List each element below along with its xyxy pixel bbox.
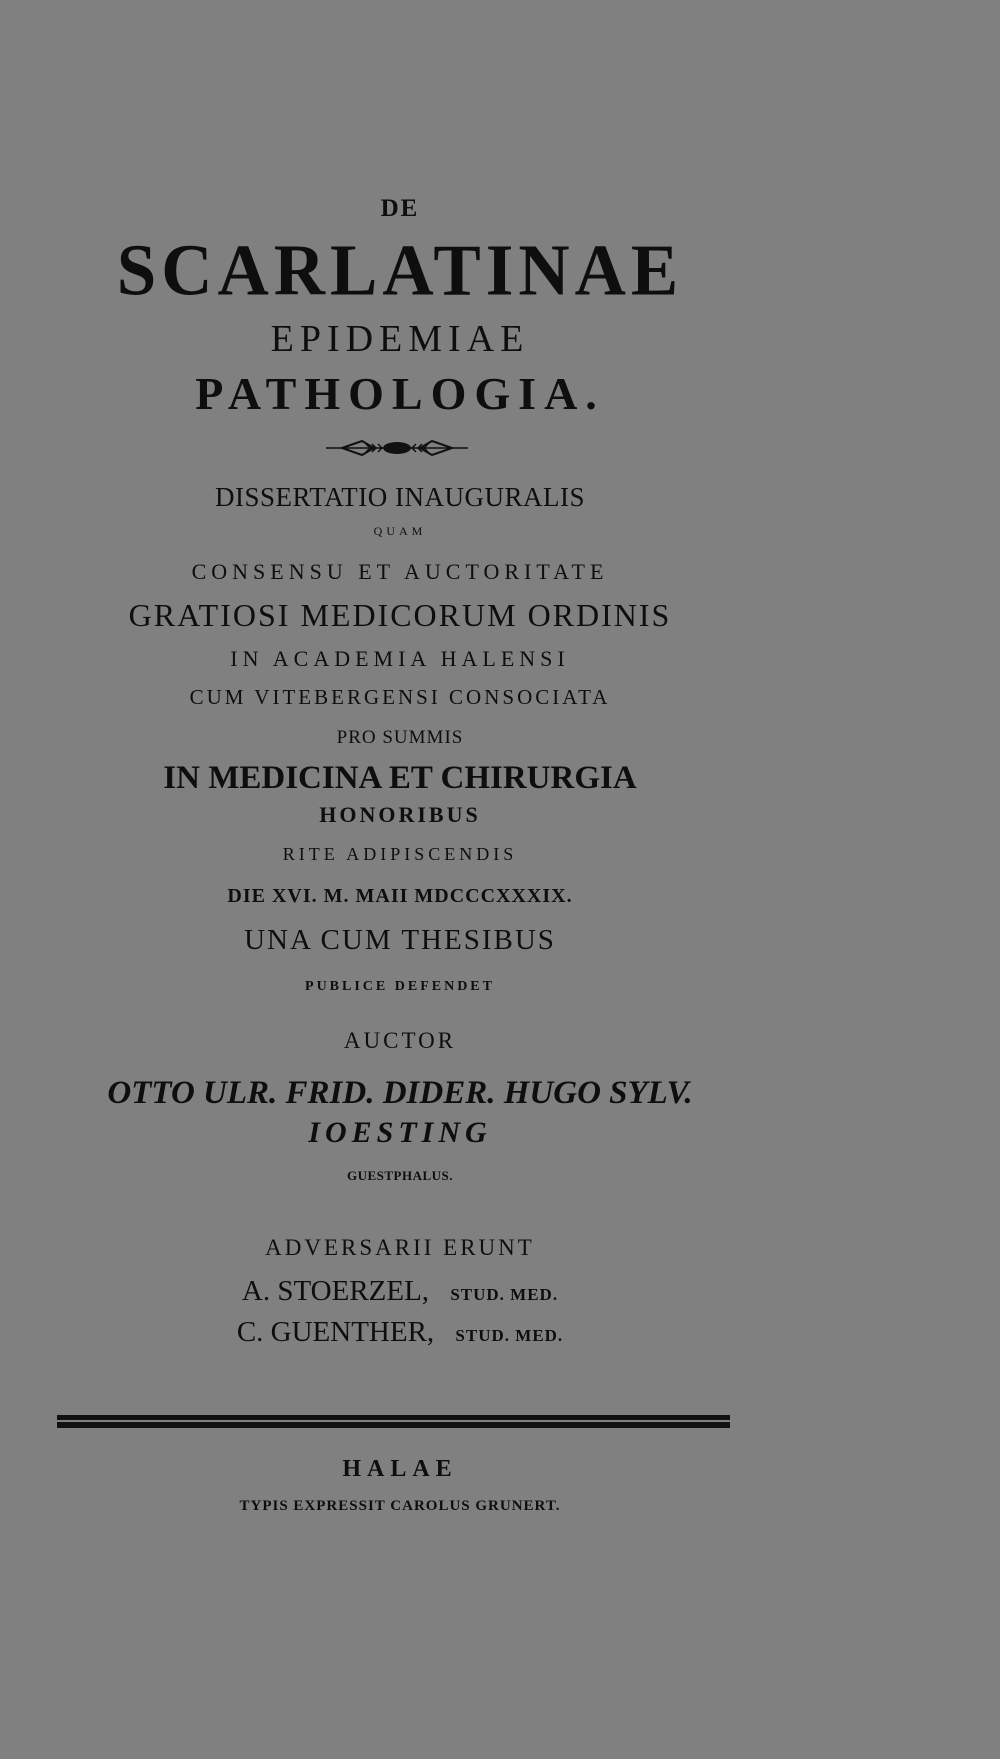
pathologia-heading: PATHOLOGIA.: [195, 368, 605, 419]
publice-line: PUBLICE DEFENDET: [305, 979, 495, 994]
epidemiae-heading: EPIDEMIAE: [270, 318, 530, 360]
cum-vitebergensi-line: CUM VITEBERGENSI CONSOCIATA: [189, 685, 611, 709]
gratiosi-line: GRATIOSI MEDICORUM ORDINIS: [128, 597, 672, 633]
halae-line: HALAE: [342, 1456, 458, 1482]
opponent-1-line: [50, 1277, 750, 1306]
auctor-line: AUCTOR: [343, 1028, 457, 1053]
opponent-2-title: STUD. MED.: [455, 1326, 564, 1345]
pro-summis-line: PRO SUMMIS: [336, 727, 464, 748]
adversarii-line: ADVERSARII ERUNT: [265, 1235, 535, 1260]
thick-rule-icon: [57, 1415, 730, 1429]
opponent-1-title: STUD. MED.: [450, 1285, 559, 1304]
typis-line: TYPIS EXPRESSIT CAROLUS GRUNERT.: [239, 1498, 561, 1514]
opponent-2-line: [50, 1318, 750, 1347]
in-academia-line: IN ACADEMIA HALENSI: [230, 646, 570, 671]
quam-line: QUAM: [373, 524, 427, 538]
scarlatinae-heading: SCARLATINAE: [116, 230, 684, 312]
floral-ornament-icon: [322, 437, 472, 459]
honoribus-line: HONORIBUS: [319, 802, 481, 827]
una-cum-line: UNA CUM THESIBUS: [244, 924, 556, 956]
author-names: OTTO ULR. FRID. DIDER. HUGO SYLV.: [107, 1075, 693, 1111]
guestphalus-line: GUESTPHALUS.: [346, 1168, 454, 1183]
opponent-2-name: C. GUENTHER,: [236, 1316, 435, 1348]
author-surname: IOESTING: [308, 1116, 492, 1149]
dissertatio-line: DISSERTATIO INAUGURALIS: [215, 482, 585, 512]
in-medicina-line: IN MEDICINA ET CHIRURGIA: [163, 760, 637, 796]
die-line: DIE XVI. M. MAII MDCCCXXXIX.: [227, 885, 573, 907]
opponent-1-name: A. STOERZEL,: [241, 1275, 430, 1307]
rite-line: RITE ADIPISCENDIS: [282, 844, 518, 864]
consensu-line: CONSENSU ET AUCTORITATE: [191, 559, 609, 584]
de-heading: DE: [380, 195, 420, 222]
